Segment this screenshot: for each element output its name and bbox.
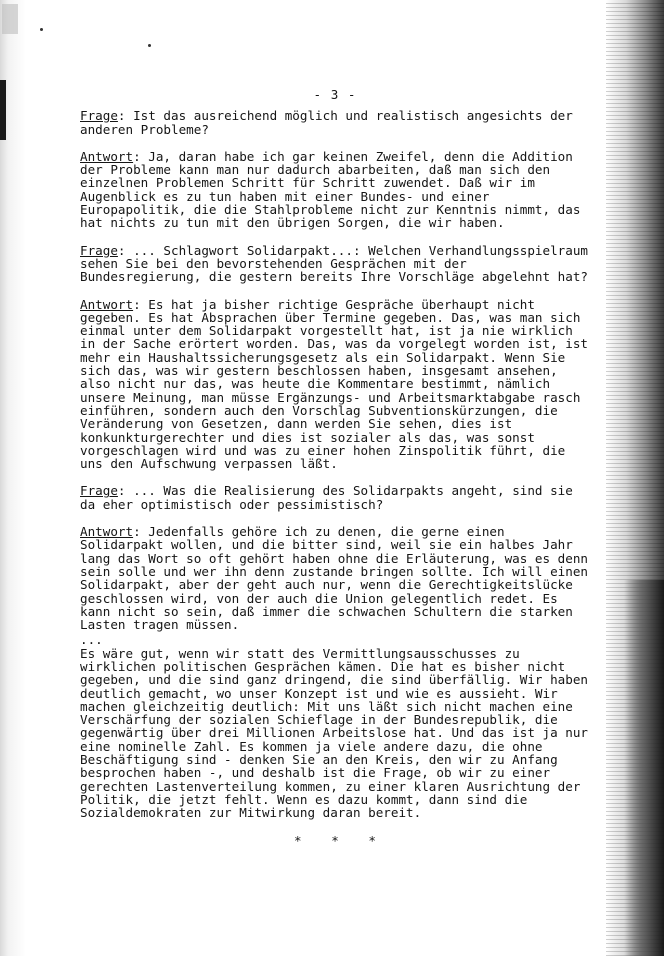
- page-number: - 3 -: [313, 87, 357, 102]
- speaker-label: Antwort: [80, 524, 134, 540]
- closing-text: Es wäre gut, wenn wir statt des Vermittlungsausschusses zu wirklichen politischen Gesprächen kämen. Die hat es bisher nicht gegeben, und die sind ganz dringend, die sind überfällig. Wir haben deutlich gemacht, wo unser Konzept ist und wie es aussieht. Wir machen gleichzeitig deutlich: Mit uns läßt sich nicht machen eine Verschärfung der sozialen Schieflage in der Bundesrepublik, die gegenwärtig über drei Millionen Arbeitslose hat. Und das ist ja nur eine nominelle Zahl. Es kommen ja viele andere dazu, die ohne Beschäftigung sind - denken Sie an den Kreis, den wir zu Anfang besprochen haben -, und deshalb ist die Frage, ob wir zu einer gerechten Lastenverteilung kommen, zu einer klaren Ausrichtung der Politik, die jetzt fehlt. Wenn es dazu kommt, dann sind die Sozialdemokraten zur Mitwirkung daran bereit.: [80, 645, 588, 821]
- answer-text: : Jedenfalls gehöre ich zu denen, die gerne einen Solidarpakt wollen, und die bitter sind, weil sie ein halbes Jahr lang das Wort so oft gehört haben ohne die Erläuterung, was es denn sein solle und wer ihn denn zustande bringen sollte. Ich will einen Solidarpakt, aber der geht auch nur, wenn die Gerechtigkeitslücke geschlossen wird, von der auch die Union gelegentlich redet. Es kann nicht so sein, daß immer die schwachen Schultern die starken Lasten tragen müssen.: [80, 524, 588, 633]
- answer-block: [80, 525, 590, 631]
- speaker-label: Frage: [80, 242, 118, 258]
- question-text: : Ist das ausreichend möglich und realistisch angesichts der anderen Probleme?: [80, 108, 573, 137]
- question-block: [80, 484, 590, 511]
- binding-mark: [0, 80, 6, 140]
- scan-shadow-right-bottom: [624, 580, 664, 956]
- question-block: [80, 244, 590, 284]
- speaker-label: Antwort: [80, 296, 134, 312]
- omission-marker: ...: [80, 632, 103, 648]
- answer-block: [80, 150, 590, 230]
- question-text: : ... Schlagwort Solidarpakt...: Welchen Verhandlungsspielraum sehen Sie bei den bevorstehenden Gesprächen mit der Bundesregierung, die gestern bereits Ihre Vorschläge abgelehnt hat?: [80, 242, 589, 285]
- speaker-label: Frage: [80, 483, 118, 499]
- speaker-label: Frage: [80, 108, 118, 124]
- question-block: [80, 109, 590, 136]
- scan-shadow-left: [0, 0, 26, 956]
- question-text: : ... Was die Realisierung des Solidarpakts angeht, sind sie da eher optimistisch oder pessimistisch?: [80, 483, 573, 512]
- answer-text: : Es hat ja bisher richtige Gespräche überhaupt nicht gegeben. Es hat Absprachen über Termine gegeben. Das, was man sich einmal unter dem Solidarpakt vorgestellt hat, ist ja nie wirklich in der Sache erörtert worden. Das, was da vorgelegt worden ist, ist mehr ein Haushaltssicherungsgesetz als ein Solidarpakt. Wenn Sie sich das, was wir gestern beschlossen haben, insgesamt ansehen, also nicht nur das, was heute die Kommentare bestimmt, nämlich unsere Meinung, man müsse Ergänzungs- und Arbeitsmarktabgabe rasch einführen, sondern auch den Vorschlag Subventionskürzungen, die Veränderung von Gesetzen, dann werden Sie sehen, dies ist konkunkturgerechter und dies ist sozialer als das, was sonst vorgeschlagen wird und was zu einer hohen Zinspolitik führt, die uns den Aufschwung verpassen läßt.: [80, 296, 588, 472]
- scan-speck: [40, 28, 43, 31]
- answer-text: : Ja, daran habe ich gar keinen Zweifel, denn die Addition der Probleme kann man nur dadurch abarbeiten, daß man sich den einzelnen Problemen Schritt für Schritt zuwendet. Daß wir im Augenblick es zu tun haben mit einer Bundes- und einer Europapolitik, die die Stahlprobleme nicht zur Kenntnis nimmt, das hat nichts zu tun mit den übrigen Sorgen, die wir haben.: [80, 148, 581, 231]
- end-marks: * * *: [294, 832, 376, 848]
- closing-paragraph: [80, 647, 590, 820]
- speaker-label: Antwort: [80, 148, 134, 164]
- scan-speck: [148, 44, 151, 47]
- answer-block: [80, 298, 590, 471]
- document-page: [80, 88, 590, 847]
- scan-artifact: [2, 4, 18, 34]
